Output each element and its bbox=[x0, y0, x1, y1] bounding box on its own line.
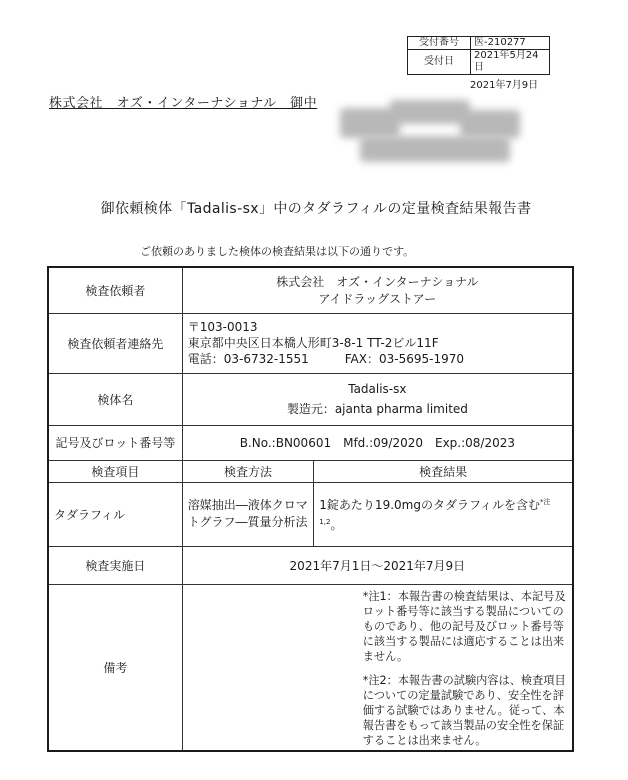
header-row bbox=[48, 460, 573, 482]
specimen-value bbox=[182, 373, 573, 425]
result-footnote-ref: *注1,2 bbox=[319, 498, 551, 526]
receipt-box bbox=[407, 36, 550, 75]
requester-label: 検査依頼者 bbox=[48, 267, 182, 313]
header-item: 検査項目 bbox=[48, 460, 182, 482]
report-title: 御依頼検体「Tadalis-sx」中のタダラフィルの定量検査結果報告書 bbox=[100, 201, 532, 217]
contact-value bbox=[182, 313, 573, 373]
specimen-row bbox=[48, 373, 573, 425]
result-text: 1錠あたり19.0mgのタダラフィルを含む bbox=[319, 498, 540, 512]
specimen-maker: 製造元：ajanta pharma limited bbox=[286, 402, 468, 416]
header-result: 検査結果 bbox=[314, 460, 573, 482]
result-end: 。 bbox=[330, 518, 343, 532]
requester-line1: 株式会社 オズ・インターナショナル bbox=[276, 275, 479, 290]
receipt-date-value: 2021年5月24日 bbox=[471, 50, 550, 75]
contact-row bbox=[48, 313, 573, 373]
period-row bbox=[48, 546, 573, 584]
requester-row bbox=[48, 267, 573, 313]
contact-postal: 〒103-0013 bbox=[187, 320, 258, 334]
contact-phone: 電話：03-6732-1551 FAX：03-5695-1970 bbox=[187, 352, 464, 366]
period-value: 2021年7月1日～2021年7月9日 bbox=[182, 546, 573, 584]
result-value bbox=[314, 482, 573, 546]
result-row bbox=[48, 482, 573, 546]
contact-label: 検査依頼者連絡先 bbox=[48, 313, 182, 373]
note-2: *注2：本報告書の試験内容は、検査項目についての定量試験であり、安全性を評価する試験ではありません。従って、本報告書をもって該当製品の安全性を保証することは出来ません。 bbox=[362, 673, 566, 747]
remarks-value bbox=[182, 584, 573, 751]
report-date: 2021年7月9日 bbox=[470, 80, 539, 91]
intro-text: ご依頼のありました検体の検査結果は以下の通りです。 bbox=[140, 245, 415, 258]
results-table bbox=[47, 266, 574, 752]
specimen-name: Tadalis-sx bbox=[348, 382, 407, 396]
header-method: 検査方法 bbox=[182, 460, 314, 482]
receipt-number-value: 医-210277 bbox=[471, 37, 550, 50]
redacted-seal-blur bbox=[340, 100, 530, 170]
remarks-row bbox=[48, 584, 573, 751]
lot-row bbox=[48, 425, 573, 460]
receipt-number-label: 受付番号 bbox=[408, 37, 471, 50]
requester-value bbox=[182, 267, 573, 313]
note-1: *注1：本報告書の検査結果は、本記号及ロット番号等に該当する製品についてのものであり、他の記号及びロット番号等に該当する製品には適応することは出来ません。 bbox=[362, 589, 566, 663]
lot-label: 記号及びロット番号等 bbox=[48, 425, 182, 460]
receipt-date-label: 受付日 bbox=[408, 50, 471, 75]
lot-value: B.No.:BN00601 Mfd.:09/2020 Exp.:08/2023 bbox=[182, 425, 573, 460]
contact-address: 東京都中央区日本橋人形町3-8-1 TT-2ビル11F bbox=[187, 336, 439, 350]
item-name: タダラフィル bbox=[48, 482, 182, 546]
specimen-label: 検体名 bbox=[48, 373, 182, 425]
requester-line2: アイドラッグストアー bbox=[318, 292, 437, 307]
method-value: 溶媒抽出―液体クロマトグラフ―質量分析法 bbox=[182, 482, 314, 546]
addressee: 株式会社 オズ・インターナショナル 御中 bbox=[49, 96, 318, 111]
remarks-label: 備考 bbox=[48, 584, 182, 751]
period-label: 検査実施日 bbox=[48, 546, 182, 584]
